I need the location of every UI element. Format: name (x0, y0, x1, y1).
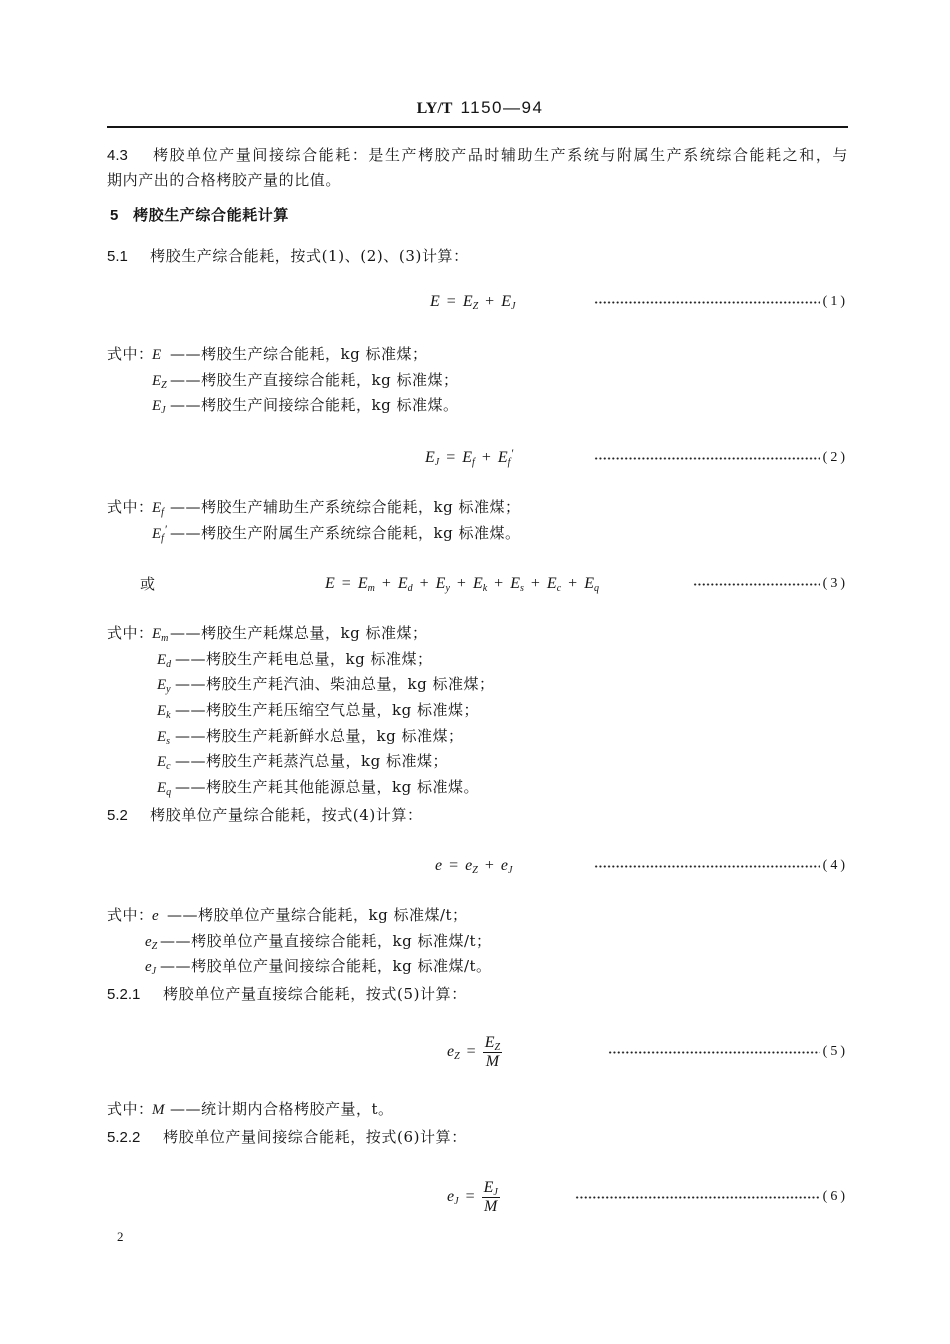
definition-symbol (152, 622, 170, 648)
definition-symbol (152, 343, 170, 369)
variable-symbol: E (462, 449, 473, 466)
definition-text: ——栲胶生产附属生产系统综合能耗，kg 标准煤。 (170, 523, 521, 542)
definition-intro: 式中： (107, 624, 154, 642)
variable-subscript: m (161, 633, 169, 644)
definition-line (107, 954, 492, 980)
variable-subscript: c (556, 583, 562, 594)
definition-line (107, 724, 494, 750)
formula-variable (497, 446, 515, 468)
variable-subscript: d (407, 583, 413, 594)
variable-symbol: E (397, 575, 408, 592)
formula-variable (501, 857, 513, 875)
formula-variable (325, 575, 335, 593)
variable-subscript: Z (454, 1051, 460, 1062)
definitions-group-3 (107, 621, 494, 801)
variable-symbol: E (357, 575, 368, 592)
fraction-numerator (483, 1034, 502, 1052)
definitions-group-2 (107, 495, 520, 546)
formula-4 (435, 844, 512, 888)
dot-leader (693, 583, 820, 586)
dot-leader (608, 1051, 820, 1054)
variable-symbol: E (152, 372, 162, 389)
variable-subscript: J (151, 966, 157, 978)
variable-symbol: E (152, 500, 162, 516)
variable-symbol: E (510, 575, 520, 592)
definition-text: ——栲胶单位产量综合能耗，kg 标准煤/t； (167, 906, 468, 924)
definition-line (107, 521, 520, 547)
definition-intro: 式中： (107, 345, 154, 363)
variable-subscript: J (493, 1186, 498, 1198)
variable-subscript: k (166, 710, 171, 722)
clause-5-2-2 (107, 1124, 467, 1150)
formula-3 (325, 562, 599, 606)
variable-symbol: E (430, 293, 440, 310)
definition-text: ——栲胶生产耗蒸汽总量，kg 标准煤； (175, 752, 448, 771)
clause-text: 栲胶单位产量直接综合能耗，按式(5)计算： (163, 985, 467, 1003)
variable-symbol: e (145, 959, 152, 976)
definition-symbol (157, 725, 175, 751)
variable-symbol: E (584, 575, 594, 592)
variable-symbol: M (484, 1197, 498, 1215)
variable-symbol: E (497, 449, 508, 466)
definitions-group-5 (107, 1097, 394, 1123)
definition-line (107, 903, 492, 929)
page-number: 2 (117, 1229, 124, 1244)
equation-number: (1) (822, 294, 848, 309)
formula-variable (510, 575, 524, 593)
clause-text: 栲胶生产综合能耗，按式(1)、(2)、(3)计算： (150, 247, 469, 265)
variable-subscript: Z (161, 379, 167, 391)
clause-5-1 (107, 243, 469, 269)
formula-6 (447, 1175, 500, 1219)
variable-symbol: E (157, 651, 167, 668)
operator: = (465, 1188, 475, 1205)
equation-number: (6) (822, 1189, 848, 1204)
clause-5-2-1 (107, 981, 467, 1007)
definition-symbol (157, 648, 175, 674)
section-heading (110, 202, 289, 228)
fraction-denominator (482, 1198, 499, 1216)
definition-intro: 式中： (107, 906, 154, 924)
operator: + (484, 857, 494, 874)
definition-text: ——栲胶单位产量直接综合能耗，kg 标准煤/t； (160, 931, 492, 950)
definition-line (107, 621, 494, 647)
definition-text: ——栲胶生产耗电总量，kg 标准煤； (175, 649, 433, 668)
document-code (370, 95, 590, 122)
definition-text: ——栲胶生产耗煤总量，kg 标准煤； (170, 624, 428, 642)
variable-symbol: e (145, 933, 152, 950)
variable-subscript: Z (472, 301, 479, 312)
definition-text: ——栲胶单位产量间接综合能耗，kg 标准煤/t。 (160, 957, 492, 976)
variable-symbol: e (500, 857, 508, 874)
variable-symbol: M (485, 1052, 500, 1070)
definition-line (107, 393, 458, 419)
clause-number: 5.1 (107, 248, 128, 265)
variable-symbol: E (472, 575, 483, 592)
definition-text: ——统计期内合格栲胶产量，t。 (170, 1100, 394, 1118)
formula-variable (486, 1053, 499, 1071)
definition-text: ——栲胶生产耗新鲜水总量，kg 标准煤； (175, 726, 464, 745)
operator: + (485, 293, 495, 310)
definitions-group-1 (107, 342, 458, 419)
variable-symbol: E (157, 677, 167, 694)
definition-symbol (157, 750, 175, 776)
definition-line (107, 647, 494, 673)
section-number: 5 (110, 207, 119, 224)
dot-leader (594, 865, 820, 868)
operator: + (481, 449, 491, 466)
variable-subscript: J (507, 865, 513, 876)
variable-subscript: m (367, 583, 375, 594)
variable-symbol: E (152, 347, 162, 363)
equation-number: (4) (822, 858, 848, 873)
definition-line (107, 1097, 394, 1123)
operator: + (568, 575, 578, 592)
variable-symbol: E (484, 1033, 495, 1051)
definition-symbol (157, 673, 175, 699)
definition-line (107, 749, 494, 775)
formula-variable (436, 575, 450, 593)
variable-subscript: d (166, 658, 172, 670)
variable-subscript: J (161, 405, 166, 417)
variable-subscript: s (519, 583, 524, 594)
operator: = (449, 857, 459, 874)
variable-subscript: Z (494, 1041, 501, 1053)
definition-text: ——栲胶生产耗其他能源总量，kg 标准煤。 (175, 778, 479, 797)
variable-symbol: e (435, 857, 443, 874)
definition-symbol (145, 930, 160, 956)
variable-symbol: E (501, 293, 511, 310)
definitions-group-4 (107, 903, 492, 980)
variable-subscript: J (434, 457, 440, 468)
variable-subscript: k (482, 583, 488, 594)
definition-symbol (157, 776, 175, 802)
equation-number: (5) (822, 1044, 848, 1059)
definition-line (107, 929, 492, 955)
variable-symbol: E (152, 398, 162, 415)
equation-number-row (575, 1175, 848, 1219)
fraction-denominator (484, 1053, 501, 1071)
operator: = (341, 575, 351, 592)
variable-subscript: f (161, 507, 164, 518)
section-title: 栲胶生产综合能耗计算 (133, 206, 290, 224)
definition-line (107, 698, 494, 724)
definition-symbol (152, 522, 170, 548)
definition-text: ——栲胶生产辅助生产系统综合能耗，kg 标准煤； (170, 498, 521, 516)
clause-4-3-line-1 (107, 142, 848, 168)
standard-prefix: LY/T (416, 100, 453, 117)
formula-variable (463, 293, 478, 311)
variable-subscript: f (472, 457, 475, 468)
operator: + (494, 575, 504, 592)
equation-number-row (594, 844, 848, 888)
variable-symbol: E (152, 626, 162, 642)
clause-number: 4.3 (107, 147, 128, 164)
variable-subscript: y (445, 583, 450, 594)
variable-symbol: e (447, 1188, 455, 1205)
definition-line (107, 495, 520, 521)
variable-symbol: E (157, 703, 167, 720)
clause-text: 栲胶单位产量间接综合能耗，按式(6)计算： (163, 1128, 467, 1146)
formula-variable (584, 575, 599, 593)
clause-text: 栲胶单位产量间接综合能耗：是生产栲胶产品时辅助生产系统与附属生产系统综合能耗之和，与 (152, 146, 848, 164)
alternative-marker: 或 (140, 575, 156, 593)
formula-2 (425, 436, 514, 480)
variable-subscript: q (593, 583, 599, 594)
clause-number: 5.2.1 (107, 986, 141, 1003)
variable-subscript: f (161, 532, 164, 544)
definition-text: ——栲胶生产耗汽油、柴油总量，kg 标准煤； (175, 675, 495, 694)
variable-subscript: q (166, 787, 172, 799)
formula-variable (465, 857, 478, 875)
formula-5 (447, 1030, 502, 1074)
clause-4-3-line-2: 期内产出的合格栲胶产量的比值。 (107, 171, 342, 189)
definition-text: ——栲胶生产直接综合能耗，kg 标准煤； (170, 370, 459, 389)
definition-line (107, 672, 494, 698)
equation-number: (2) (822, 450, 848, 465)
variable-subscript: Z (151, 940, 158, 952)
definition-text: ——栲胶生产耗压缩空气总量，kg 标准煤； (175, 701, 479, 720)
prime-mark: ′ (511, 446, 515, 460)
equation-number-row (608, 1030, 848, 1074)
definition-line (107, 368, 458, 394)
variable-subscript: f (507, 457, 511, 468)
formula-variable (501, 293, 515, 311)
dot-leader (575, 1196, 820, 1199)
fraction (483, 1034, 502, 1071)
operator: = (466, 1043, 476, 1060)
formula-variable (547, 575, 561, 593)
dot-leader (594, 457, 820, 460)
clause-text: 栲胶单位产量综合能耗，按式(4)计算： (150, 806, 423, 824)
definition-symbol (152, 394, 170, 420)
definition-intro: 式中： (107, 1100, 154, 1118)
fraction-numerator (482, 1179, 500, 1197)
definition-intro: 式中： (107, 498, 154, 516)
operator: = (446, 449, 456, 466)
variable-symbol: E (325, 575, 335, 592)
definition-symbol (152, 904, 167, 930)
equation-number: (3) (822, 576, 848, 591)
formula-variable (484, 1179, 498, 1197)
clause-5-2 (107, 802, 423, 828)
definition-line (107, 775, 494, 801)
variable-symbol: M (152, 1102, 165, 1118)
variable-symbol: E (462, 293, 473, 310)
operator: + (456, 575, 466, 592)
variable-subscript: J (510, 301, 516, 312)
variable-subscript: s (166, 735, 171, 747)
variable-symbol: E (157, 728, 167, 745)
header-rule (107, 126, 848, 128)
definition-line (107, 342, 458, 368)
definition-symbol (157, 699, 175, 725)
variable-symbol: E (483, 1178, 494, 1196)
operator: + (530, 575, 540, 592)
definition-symbol (152, 369, 170, 395)
fraction (482, 1179, 500, 1216)
definition-text: ——栲胶生产综合能耗，kg 标准煤； (170, 345, 428, 363)
standard-number: 1150—94 (460, 98, 544, 117)
variable-subscript: Z (472, 865, 478, 876)
equation-number-row (594, 436, 848, 480)
formula-variable (398, 575, 413, 593)
formula-variable (425, 449, 439, 467)
operator: + (419, 575, 429, 592)
variable-subscript: J (454, 1196, 459, 1207)
variable-symbol: E (157, 780, 167, 797)
formula-1 (430, 280, 515, 324)
operator: = (446, 293, 456, 310)
variable-symbol: E (435, 575, 446, 592)
formula-variable (462, 449, 475, 467)
definition-symbol (152, 1098, 170, 1124)
variable-symbol: E (546, 575, 557, 592)
equation-number-row (693, 562, 848, 606)
variable-subscript: c (166, 761, 171, 773)
variable-symbol: E (157, 754, 167, 771)
variable-symbol: e (447, 1043, 455, 1060)
equation-number-row (594, 280, 848, 324)
formula-variable (447, 1188, 459, 1206)
variable-symbol: e (152, 908, 159, 924)
dot-leader (594, 301, 820, 304)
formula-variable (435, 857, 442, 875)
prime-mark: ′ (164, 521, 168, 536)
formula-variable (447, 1043, 460, 1061)
definition-symbol (152, 496, 170, 522)
operator: + (381, 575, 391, 592)
formula-variable (473, 575, 487, 593)
formula-variable (485, 1034, 500, 1052)
clause-number: 5.2 (107, 807, 128, 824)
variable-symbol: e (465, 857, 473, 874)
variable-symbol: E (152, 525, 162, 542)
variable-symbol: E (425, 449, 435, 466)
variable-subscript: y (166, 684, 171, 696)
formula-variable (430, 293, 440, 311)
definition-symbol (145, 955, 160, 981)
clause-number: 5.2.2 (107, 1129, 141, 1146)
definition-text: ——栲胶生产间接综合能耗，kg 标准煤。 (170, 396, 459, 415)
formula-variable (484, 1198, 497, 1216)
formula-variable (358, 575, 375, 593)
